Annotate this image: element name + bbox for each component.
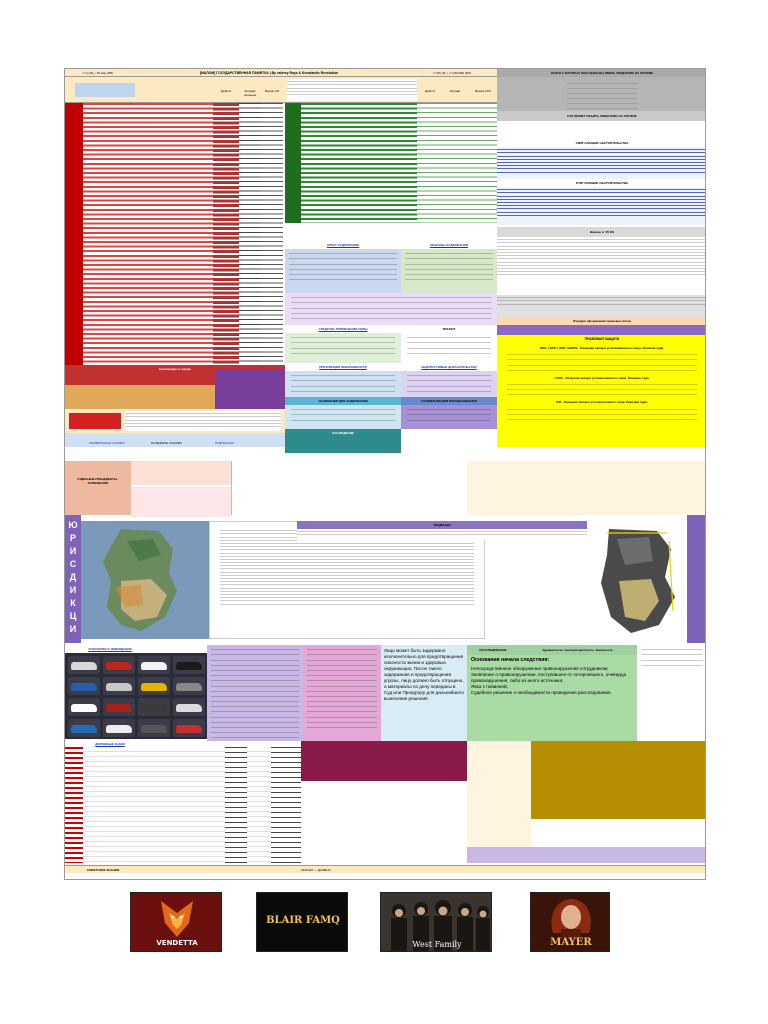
court-cell-3	[231, 461, 467, 515]
mitigating-title: СМЯГЧАЮЩИЕ ОБСТОЯТЕЛЬСТВА	[575, 141, 629, 145]
jurisdiction-letter: Ю	[68, 520, 78, 530]
means-force-bar	[285, 325, 401, 333]
tendency-body	[297, 529, 587, 541]
car-body	[106, 704, 132, 712]
slogan: Адекватность. Беспристрастность. Законность.	[542, 648, 614, 652]
car-body	[106, 725, 132, 733]
jurisdiction-letter: Ц	[69, 611, 77, 621]
investigation-line-3: Явка с повинной;	[471, 684, 508, 689]
vendetta-text: VENDETTA	[156, 939, 198, 947]
ranks-list	[567, 79, 637, 109]
evidence-title[interactable]: НЕДОПУСТИМЫЕ ДОКАЗАТЕЛЬСТВА	[421, 365, 477, 369]
article-col	[65, 103, 83, 365]
west-text: West Family	[412, 940, 462, 949]
col-fine: Штраф/ лишение	[243, 89, 257, 97]
car-thumbnail[interactable]	[68, 719, 100, 737]
presumption-body	[285, 371, 401, 397]
fine-col	[239, 103, 261, 365]
car-body	[106, 662, 132, 670]
weapon-license-body	[497, 121, 706, 139]
car-thumbnail[interactable]	[173, 719, 205, 737]
fine-notice	[497, 295, 706, 317]
col-actions-2: Действ	[425, 89, 435, 93]
cars-gallery	[65, 653, 207, 739]
tendency-title: ТЕНДЕНЦЫ	[433, 523, 451, 527]
header-right-note: 7 (УК) (5) + 7 (ЧАСОВ) (5/5)	[433, 71, 471, 75]
legal-acts-body	[497, 325, 706, 335]
court-cell-2	[131, 487, 231, 517]
tuning-bar	[401, 325, 497, 333]
olive-below	[531, 819, 706, 847]
unrest-body	[65, 385, 215, 409]
detention-note-text: Лицо может быть задержано исключительно для предотвращения опасности жизни и здоровью окружающих; После такого задержания и предотвращения угрозы, лицо должно быть отпущено, а материалы по делу переданы в Суд или Прокурору для дальнейшего вынесения решения.	[384, 648, 464, 701]
jurisdiction-letters	[65, 515, 81, 636]
logo-blair[interactable]	[256, 892, 348, 952]
legal-protection-panel	[497, 335, 706, 447]
detention-body	[401, 249, 497, 293]
arrest-body	[285, 249, 401, 293]
car-body	[141, 683, 167, 691]
car-body	[141, 662, 167, 670]
jurisdiction-letter: И	[69, 624, 77, 634]
filter-box[interactable]	[75, 83, 135, 97]
car-thumbnail[interactable]	[103, 698, 135, 716]
criminal-code-table	[285, 103, 497, 223]
court-cell-1	[131, 461, 231, 485]
article-text-col	[83, 103, 213, 365]
car-thumbnail[interactable]	[138, 656, 170, 674]
jurisdiction-letter: Д	[69, 572, 77, 582]
crim-values-col	[417, 103, 497, 223]
car-thumbnail[interactable]	[138, 719, 170, 737]
map-right-svg	[587, 521, 687, 639]
slogan-bar	[519, 645, 637, 655]
car-body	[176, 704, 202, 712]
violations-panel	[303, 645, 381, 741]
car-body	[71, 725, 97, 733]
jurisdiction-letter: С	[69, 559, 77, 569]
aggravating-title: ОТЯГЧАЮЩИЕ ОБСТОЯТЕЛЬСТВА	[575, 181, 629, 185]
detention-note	[381, 645, 467, 741]
col-time: Время АП	[265, 89, 279, 93]
grounds-detention-bar	[285, 397, 401, 405]
chs-title: Важное в ЧП ФЗ	[589, 230, 615, 234]
footer-right: ЗАКОНО — ДАМЕНА	[301, 868, 331, 872]
grounds-arrest	[285, 293, 497, 325]
evidence-body	[401, 371, 497, 397]
court-cell-4	[467, 461, 706, 515]
legal-acts-bar	[497, 317, 706, 325]
jurisdiction-letter: Р	[69, 533, 76, 543]
unrest-title: Беспорядки в городе	[159, 367, 191, 371]
car-body	[141, 725, 167, 733]
investigation-tab[interactable]	[467, 645, 519, 655]
road-signs-times	[271, 747, 301, 863]
investigation-line-2: Заявление о правонарушении, поступившее от потерпевшего, очевидца правонарушения, либо из иного источника;	[471, 672, 627, 683]
grounds-detention-title: ОСНОВАНИЯ ДЛЯ ЗАДЕРЖАНИЯ	[318, 399, 368, 403]
court-title: СУДЕБНЫЕ ПРЕЦЕДЕНТЫ - ТОЛКОВАНИЕ	[77, 477, 119, 485]
car-body	[176, 725, 202, 733]
protection-line-2: LSSD - Лазерная прицел уголовновонного лица. Решение суда.	[554, 375, 650, 380]
header-left-note: 7 по (5) + 15 мин (5/5)	[82, 71, 114, 75]
car-thumbnail[interactable]	[68, 656, 100, 674]
vehicle-info	[207, 645, 303, 741]
mitigating-bar	[497, 139, 706, 147]
presumption-title[interactable]: ПРЕЗУМПЦИЯ НЕВИНОВНОСТИ	[319, 365, 367, 369]
investigation-side	[637, 645, 706, 741]
crim-article-col	[285, 103, 301, 223]
admin-code-table	[65, 103, 285, 365]
map-right[interactable]	[587, 521, 687, 639]
aggravating-list	[497, 187, 706, 225]
stolen-cars-title[interactable]: УГОН/КОЛЕСА ЛИКВИДАЦИИ	[88, 647, 132, 651]
road-signs-codes	[65, 747, 83, 863]
stolen-cars-bar	[65, 645, 155, 653]
protection-line-3: ФИ - Лазерная прицел уголовновонного лица. Решение суда.	[556, 400, 648, 405]
presumption-bar	[285, 363, 401, 371]
car-body	[106, 683, 132, 691]
unrest-links	[65, 409, 285, 433]
surveillance-title: НАБЛЮДЕНИЕ	[331, 431, 354, 435]
car-body	[141, 704, 167, 712]
investigation-tab-label: РАССЛЕДОВАНИЕ	[479, 648, 507, 652]
evidence-bar	[401, 363, 497, 371]
olive-panel	[531, 741, 706, 819]
logo-mayer[interactable]	[530, 892, 610, 952]
col-actions: Действ	[221, 89, 231, 93]
cream-panel	[467, 741, 531, 847]
blair-text: BLAIR FAMQ	[266, 915, 340, 926]
investigation-line-4: Судебное решение о необходимости проведения расследования.	[471, 690, 612, 695]
road-signs-fines	[225, 747, 247, 863]
investigation-line-1: Непосредственное обнаружение правонарушения сотрудником;	[471, 666, 609, 671]
weapon-license-title: КТО МОЖЕТ ИЗЪЯТЬ ЛИЦЕНЗИЮ НА ОРУЖИЕ	[567, 114, 637, 118]
car-body	[71, 683, 97, 691]
grounds-detention-body	[285, 405, 401, 429]
jurisdiction-strip-left	[65, 515, 81, 643]
header-bar	[65, 69, 497, 77]
car-body	[71, 662, 97, 670]
signs-link[interactable]: СИМВОЛЬНЫЕ ССЫЛКИ	[89, 441, 125, 445]
surveillance-panel	[285, 429, 401, 453]
jurisdiction-letter: И	[69, 546, 77, 556]
grounds-use-bar	[401, 397, 497, 405]
link-row	[65, 433, 285, 447]
ranks-table	[497, 77, 706, 111]
court-precedents	[65, 461, 131, 515]
lavender-strip	[467, 847, 706, 863]
car-thumbnail[interactable]	[173, 677, 205, 695]
weapon-license-bar	[497, 111, 706, 121]
red-action-button[interactable]	[69, 413, 121, 429]
car-thumbnail[interactable]	[103, 719, 135, 737]
arrest-title[interactable]: АРЕСТ ЗАДЕРЖАНИЕ	[326, 243, 360, 247]
car-body	[176, 683, 202, 691]
maroon-panel	[301, 741, 467, 781]
detention-bar	[401, 241, 497, 249]
car-body	[176, 662, 202, 670]
grounds-use-title: ОСНОВАНИЯ ДЛЯ ИСПОЛЬЗОВАНИЯ	[421, 399, 477, 403]
page-title: [МАЛОМ] ГОСУДАРСТВЕННАЯ ПАМЯТКА | By valerey Rays & Konstantin Revolution	[199, 71, 339, 75]
investigation-title: Основания начала следствия:	[471, 657, 550, 663]
unrest-table	[125, 411, 281, 431]
tuning-body	[401, 333, 497, 363]
jurisdiction-letter: К	[70, 598, 76, 608]
car-thumbnail[interactable]	[68, 698, 100, 716]
legal-protection-title: ПРАВОВАЯ ЗАЩИТА	[584, 337, 620, 341]
time-col	[261, 103, 283, 365]
road-signs-title[interactable]: ДОРОЖНЫЕ ЗНАКИ	[95, 742, 125, 746]
road-signs-table	[65, 747, 301, 863]
map-left[interactable]	[81, 521, 209, 639]
column-headers	[65, 77, 497, 103]
col-fine-2: Штраф	[450, 89, 460, 93]
map-left-svg	[81, 521, 209, 639]
arrest-bar	[285, 241, 401, 249]
means-force-body	[285, 333, 401, 363]
signed-link[interactable]: ПОДПИСАНО	[215, 441, 235, 445]
mayer-text: MAYER	[550, 937, 592, 948]
car-thumbnail[interactable]	[68, 677, 100, 695]
header-notes	[287, 79, 417, 101]
logo-vendetta[interactable]	[130, 892, 222, 952]
jurisdiction-letter: И	[69, 585, 77, 595]
protection-line-1: ПИК, LSPD, LSSD, SANFB - Лазерная прицел уголовновонного лица. Решение суда.	[539, 346, 665, 350]
detention-title[interactable]: ОБРАЗЦЫ ЗАДЕРЖАНИЯ	[430, 243, 468, 247]
car-thumbnail[interactable]	[138, 677, 170, 695]
legal-acts-title: Порядок оформления правовых актов	[573, 319, 631, 323]
footer-left: СОВЕТСКИЕ ЗНАНИЯ	[87, 868, 120, 872]
car-thumbnail[interactable]	[138, 698, 170, 716]
tendency-bar	[297, 521, 587, 529]
investigation-panel	[467, 655, 637, 741]
tuning-title: ТЮНИНГ	[442, 327, 456, 331]
logo-west[interactable]	[380, 892, 492, 952]
blank-panel-mid	[301, 781, 467, 865]
car-body	[71, 704, 97, 712]
mitigating-list	[497, 147, 706, 179]
chs-bar	[497, 227, 706, 237]
car-thumbnail[interactable]	[103, 677, 135, 695]
ranks-header-label: РАНГИ С КОТОРЫХ ОНИ ОБЯЗАНЫ ИМЕТЬ ЛИЦЕНЗИЮ НА ОРУЖИЕ	[550, 71, 654, 75]
useful-label: ПОЛЕЗНЫЕ ССЫЛКИ	[151, 441, 182, 445]
grounds-use-body	[401, 405, 497, 429]
unrest-note	[215, 369, 285, 409]
car-thumbnail[interactable]	[173, 698, 205, 716]
spreadsheet	[64, 68, 706, 880]
car-thumbnail[interactable]	[173, 656, 205, 674]
aggravating-bar	[497, 179, 706, 187]
crim-text-col	[301, 103, 417, 223]
action-col	[213, 103, 239, 365]
jurisdiction-strip-right	[687, 515, 706, 643]
footer-bar	[65, 865, 706, 873]
chs-body	[497, 237, 706, 295]
col-time-2: Время КПЗ	[475, 89, 491, 93]
means-force-title[interactable]: СРЕДСТВА ПРИМЕНЕНИЯ СИЛЫ	[318, 327, 368, 331]
car-thumbnail[interactable]	[103, 656, 135, 674]
ranks-header	[497, 69, 706, 77]
